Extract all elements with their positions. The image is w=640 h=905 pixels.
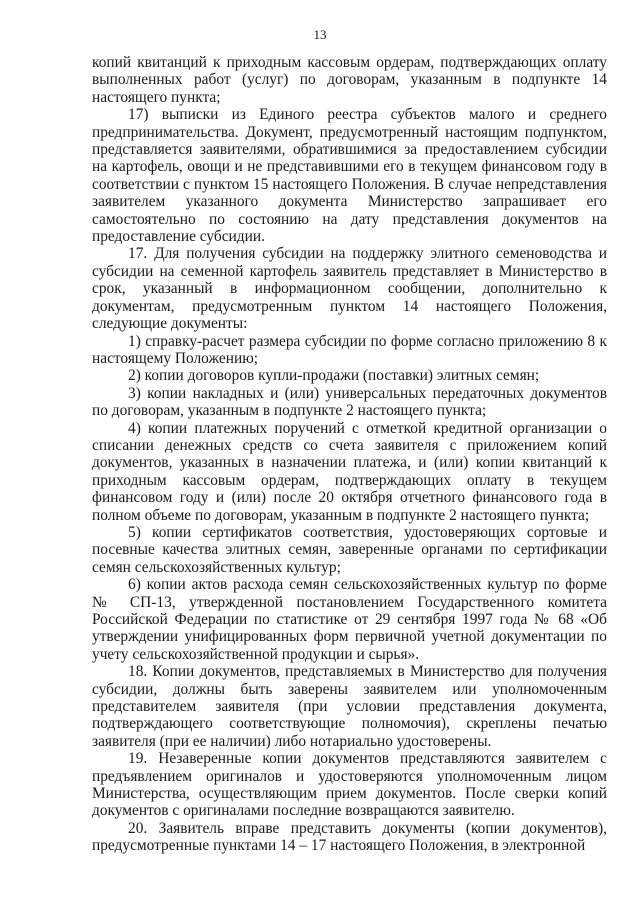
list-item-6: 6) копии актов расхода семян сельскохозяйственных культур по форме № СП-13, утвержденной постановлением Государственного комитета Российской Федерации по статистике от 29 сентября 1997 года № 68 «Об утверждении унифицированных форм первичной учетной документации по учету сельскохозяйственной продукции и сырья». [92, 576, 607, 663]
paragraph-subitem-17: 17) выписки из Единого реестра субъектов малого и среднего предпринимательства. Документ, предусмотренный настоящим подпунктом, представляется заявителями, обратившимися за предоставлением субсидии на картофель, овощи и не представившими его в текущем финансовом году в соответствии с пунктом 15 настоящего Положения. В случае непредставления заявителем указанного документа Министерство запрашивает его самостоятельно по состоянию на дату представления документов на предоставление субсидии. [92, 106, 607, 246]
list-item-3: 3) копии накладных и (или) универсальных передаточных документов по договорам, указанным в подпункте 2 настоящего пункта; [92, 384, 607, 420]
paragraph-continuation: копий квитанций к приходным кассовым ордерам, подтверждающих оплату выполненных работ (услуг) по договорам, указанным в подпункте 14 настоящего пункта; [92, 54, 607, 106]
document-body [92, 54, 607, 855]
page-number: 13 [313, 27, 327, 42]
paragraph-section-18: 18. Копии документов, представляемых в Министерство для получения субсидии, должны быть заверены заявителем или уполномоченным представителем заявителя (при условии представления документа, подтверждающего соответствующие полномочия), скреплены печатью заявителя (при ее наличии) либо нотариально удостоверены. [92, 663, 607, 750]
paragraph-section-20: 20. Заявитель вправе представить документы (копии документов), предусмотренные пунктами 14 – 17 настоящего Положения, в электронной [92, 819, 607, 855]
list-item-4: 4) копии платежных поручений с отметкой кредитной организации о списании денежных средств со счета заявителя с приложением копий документов, указанных в назначении платежа, и (или) копии квитанций к приходным кассовым ордерам, подтверждающих оплату в текущем финансовом году и (или) после 20 октября отчетного финансового года в полном объеме по договорам, указанным в подпункте 2 настоящего пункта; [92, 419, 607, 524]
list-item-1: 1) справку-расчет размера субсидии по форме согласно приложению 8 к настоящему Положению; [92, 332, 607, 367]
list-item-2: 2) копии договоров купли-продажи (поставки) элитных семян; [128, 367, 540, 385]
list-item-5: 5) копии сертификатов соответствия, удостоверяющих сортовые и посевные качества элитных семян, заверенные органами по сертификации семян сельскохозяйственных культур; [92, 523, 607, 576]
paragraph-section-17: 17. Для получения субсидии на поддержку элитного семеноводства и субсидии на семенной картофель заявитель представляет в Министерство в срок, указанный в информационном сообщении, дополнительно к документам, предусмотренным пунктом 14 настоящего Положения, следующие документы: [92, 245, 607, 333]
paragraph-section-19: 19. Незаверенные копии документов представляются заявителем с предъявлением оригиналов и удостоверяются уполномоченным лицом Министерства, осуществляющим прием документов. После сверки копий документов с оригиналами последние возвращаются заявителю. [92, 750, 607, 820]
